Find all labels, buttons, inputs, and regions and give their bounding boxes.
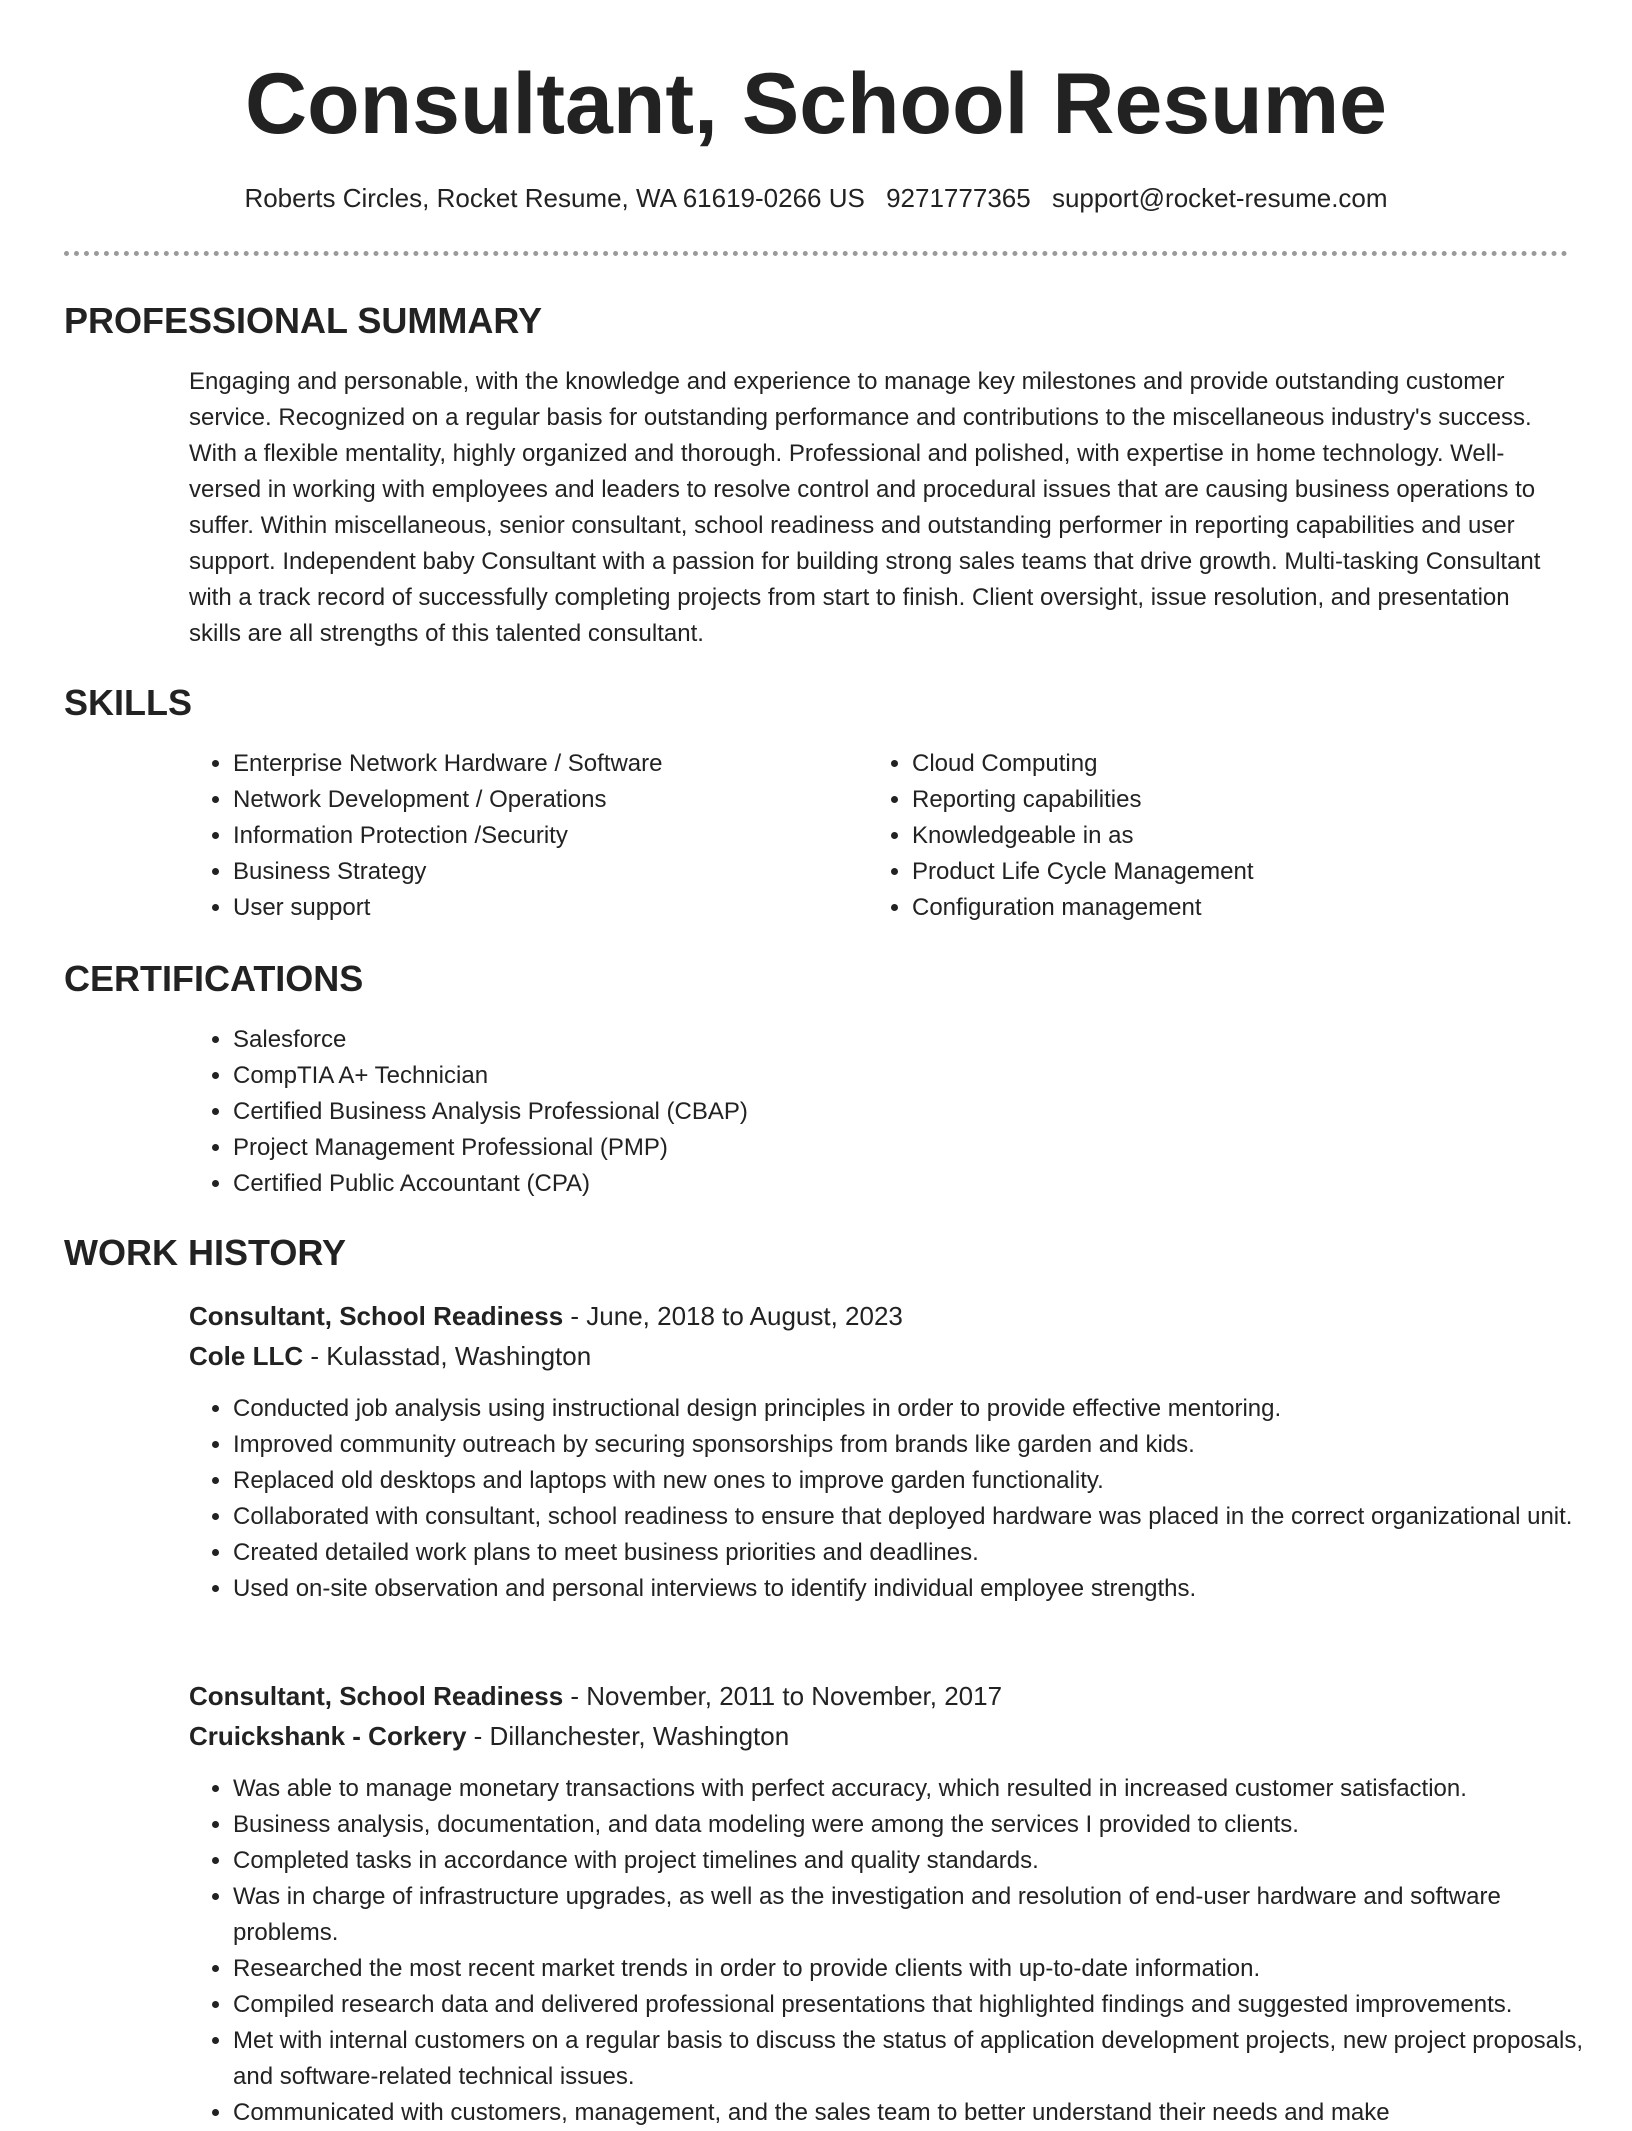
list-item: • Certified Business Analysis Professional (CBAP) (233, 1094, 1533, 1130)
contact-phone: 9271777365 (886, 183, 1031, 213)
contact-email: support@rocket-resume.com (1051, 183, 1388, 213)
list-item: • Business Strategy (233, 854, 853, 890)
list-item: • CompTIA A+ Technician (233, 1058, 1533, 1094)
job-1-title: Consultant, School Readiness (189, 1301, 564, 1331)
job-1-dates: - June, 2018 to August, 2023 (563, 1301, 903, 1331)
job-1-bullets (189, 1391, 1608, 1607)
work-history-heading: WORK HISTORY (64, 1232, 347, 1273)
list-item: • Replaced old desktops and laptops with new ones to improve garden functionality. (233, 1463, 1608, 1499)
skills-heading: SKILLS (64, 682, 193, 723)
contact-address: Roberts Circles, Rocket Resume, WA 61619-0266 US (244, 183, 865, 213)
list-item: • Product Life Cycle Management (912, 854, 1592, 890)
list-item: • Compiled research data and delivered professional presentations that highlighted findings and suggested improvements. (233, 1987, 1608, 2023)
job-2-bullets (189, 1771, 1608, 2131)
contact-line (0, 180, 1632, 216)
job-2-title: Consultant, School Readiness (189, 1681, 564, 1711)
list-item: • Created detailed work plans to meet business priorities and deadlines. (233, 1535, 1608, 1571)
resume-title: Consultant, School Resume (244, 56, 1388, 152)
list-item: • User support (233, 890, 853, 926)
list-item: • Project Management Professional (PMP) (233, 1130, 1533, 1166)
list-item: • Knowledgeable in as (912, 818, 1592, 854)
list-item: • Was in charge of infrastructure upgrades, as well as the investigation and resolution of end-user hardware and software problems. (233, 1879, 1608, 1951)
certifications-heading: CERTIFICATIONS (64, 958, 364, 999)
list-item: • Certified Public Accountant (CPA) (233, 1166, 1533, 1202)
list-item: • Reporting capabilities (912, 782, 1592, 818)
job-2-company: Cruickshank - Corkery (189, 1721, 467, 1751)
list-item: • Conducted job analysis using instructional design principles in order to provide effective mentoring. (233, 1391, 1608, 1427)
list-item: • Improved community outreach by securing sponsorships from brands like garden and kids. (233, 1427, 1608, 1463)
job-2-company-line (189, 1716, 789, 1756)
list-item: • Salesforce (233, 1022, 1533, 1058)
job-1-company-line (189, 1336, 591, 1376)
list-item: • Cloud Computing (912, 746, 1592, 782)
list-item: • Business analysis, documentation, and data modeling were among the services I provided to clients. (233, 1807, 1608, 1843)
summary-heading: PROFESSIONAL SUMMARY (64, 300, 543, 341)
list-item: • Completed tasks in accordance with project timelines and quality standards. (233, 1843, 1608, 1879)
list-item: • Communicated with customers, management, and the sales team to better understand their needs and make (233, 2095, 1608, 2131)
list-item: • Enterprise Network Hardware / Software (233, 746, 853, 782)
list-item: • Configuration management (912, 890, 1592, 926)
list-item: • Used on-site observation and personal interviews to identify individual employee strengths. (233, 1571, 1608, 1607)
job-1-company: Cole LLC (189, 1341, 304, 1371)
list-item: • Met with internal customers on a regular basis to discuss the status of application development projects, new project proposals, and software-related technical issues. (233, 2023, 1608, 2095)
list-item: • Researched the most recent market trends in order to provide clients with up-to-date information. (233, 1951, 1608, 1987)
job-1-title-line (189, 1296, 903, 1336)
job-2-dates: - November, 2011 to November, 2017 (563, 1681, 1003, 1711)
job-1-location: - Kulasstad, Washington (303, 1341, 592, 1371)
skills-list-left (189, 746, 853, 926)
summary-text: Engaging and personable, with the knowledge and experience to manage key milestones and provide outstanding customer service. Recognized on a regular basis for outstanding performance and contributions to the miscellaneous industry's success. With a flexible mentality, highly organized and thorough. Professional and polished, with expertise in home technology. Well-versed in working with employees and leaders to resolve control and procedural issues that are causing business operations to suffer. Within miscellaneous, senior consultant, school readiness and outstanding performer in reporting capabilities and user support. Independent baby Consultant with a passion for building strong sales teams that drive growth. Multi-tasking Consultant with a track record of successfully completing projects from start to finish. Client oversight, issue resolution, and presentation skills are all strengths of this talented consultant. (189, 368, 1541, 647)
list-item: • Was able to manage monetary transactions with perfect accuracy, which resulted in increased customer satisfaction. (233, 1771, 1608, 1807)
skills-list-right (868, 746, 1592, 926)
job-2-location: - Dillanchester, Washington (466, 1721, 790, 1751)
list-item: • Information Protection /Security (233, 818, 853, 854)
certifications-list (189, 1022, 1533, 1202)
list-item: • Network Development / Operations (233, 782, 853, 818)
list-item: • Collaborated with consultant, school readiness to ensure that deployed hardware was placed in the correct organizational unit. (233, 1499, 1608, 1535)
job-2-title-line (189, 1676, 1002, 1716)
header-divider (64, 251, 1568, 256)
